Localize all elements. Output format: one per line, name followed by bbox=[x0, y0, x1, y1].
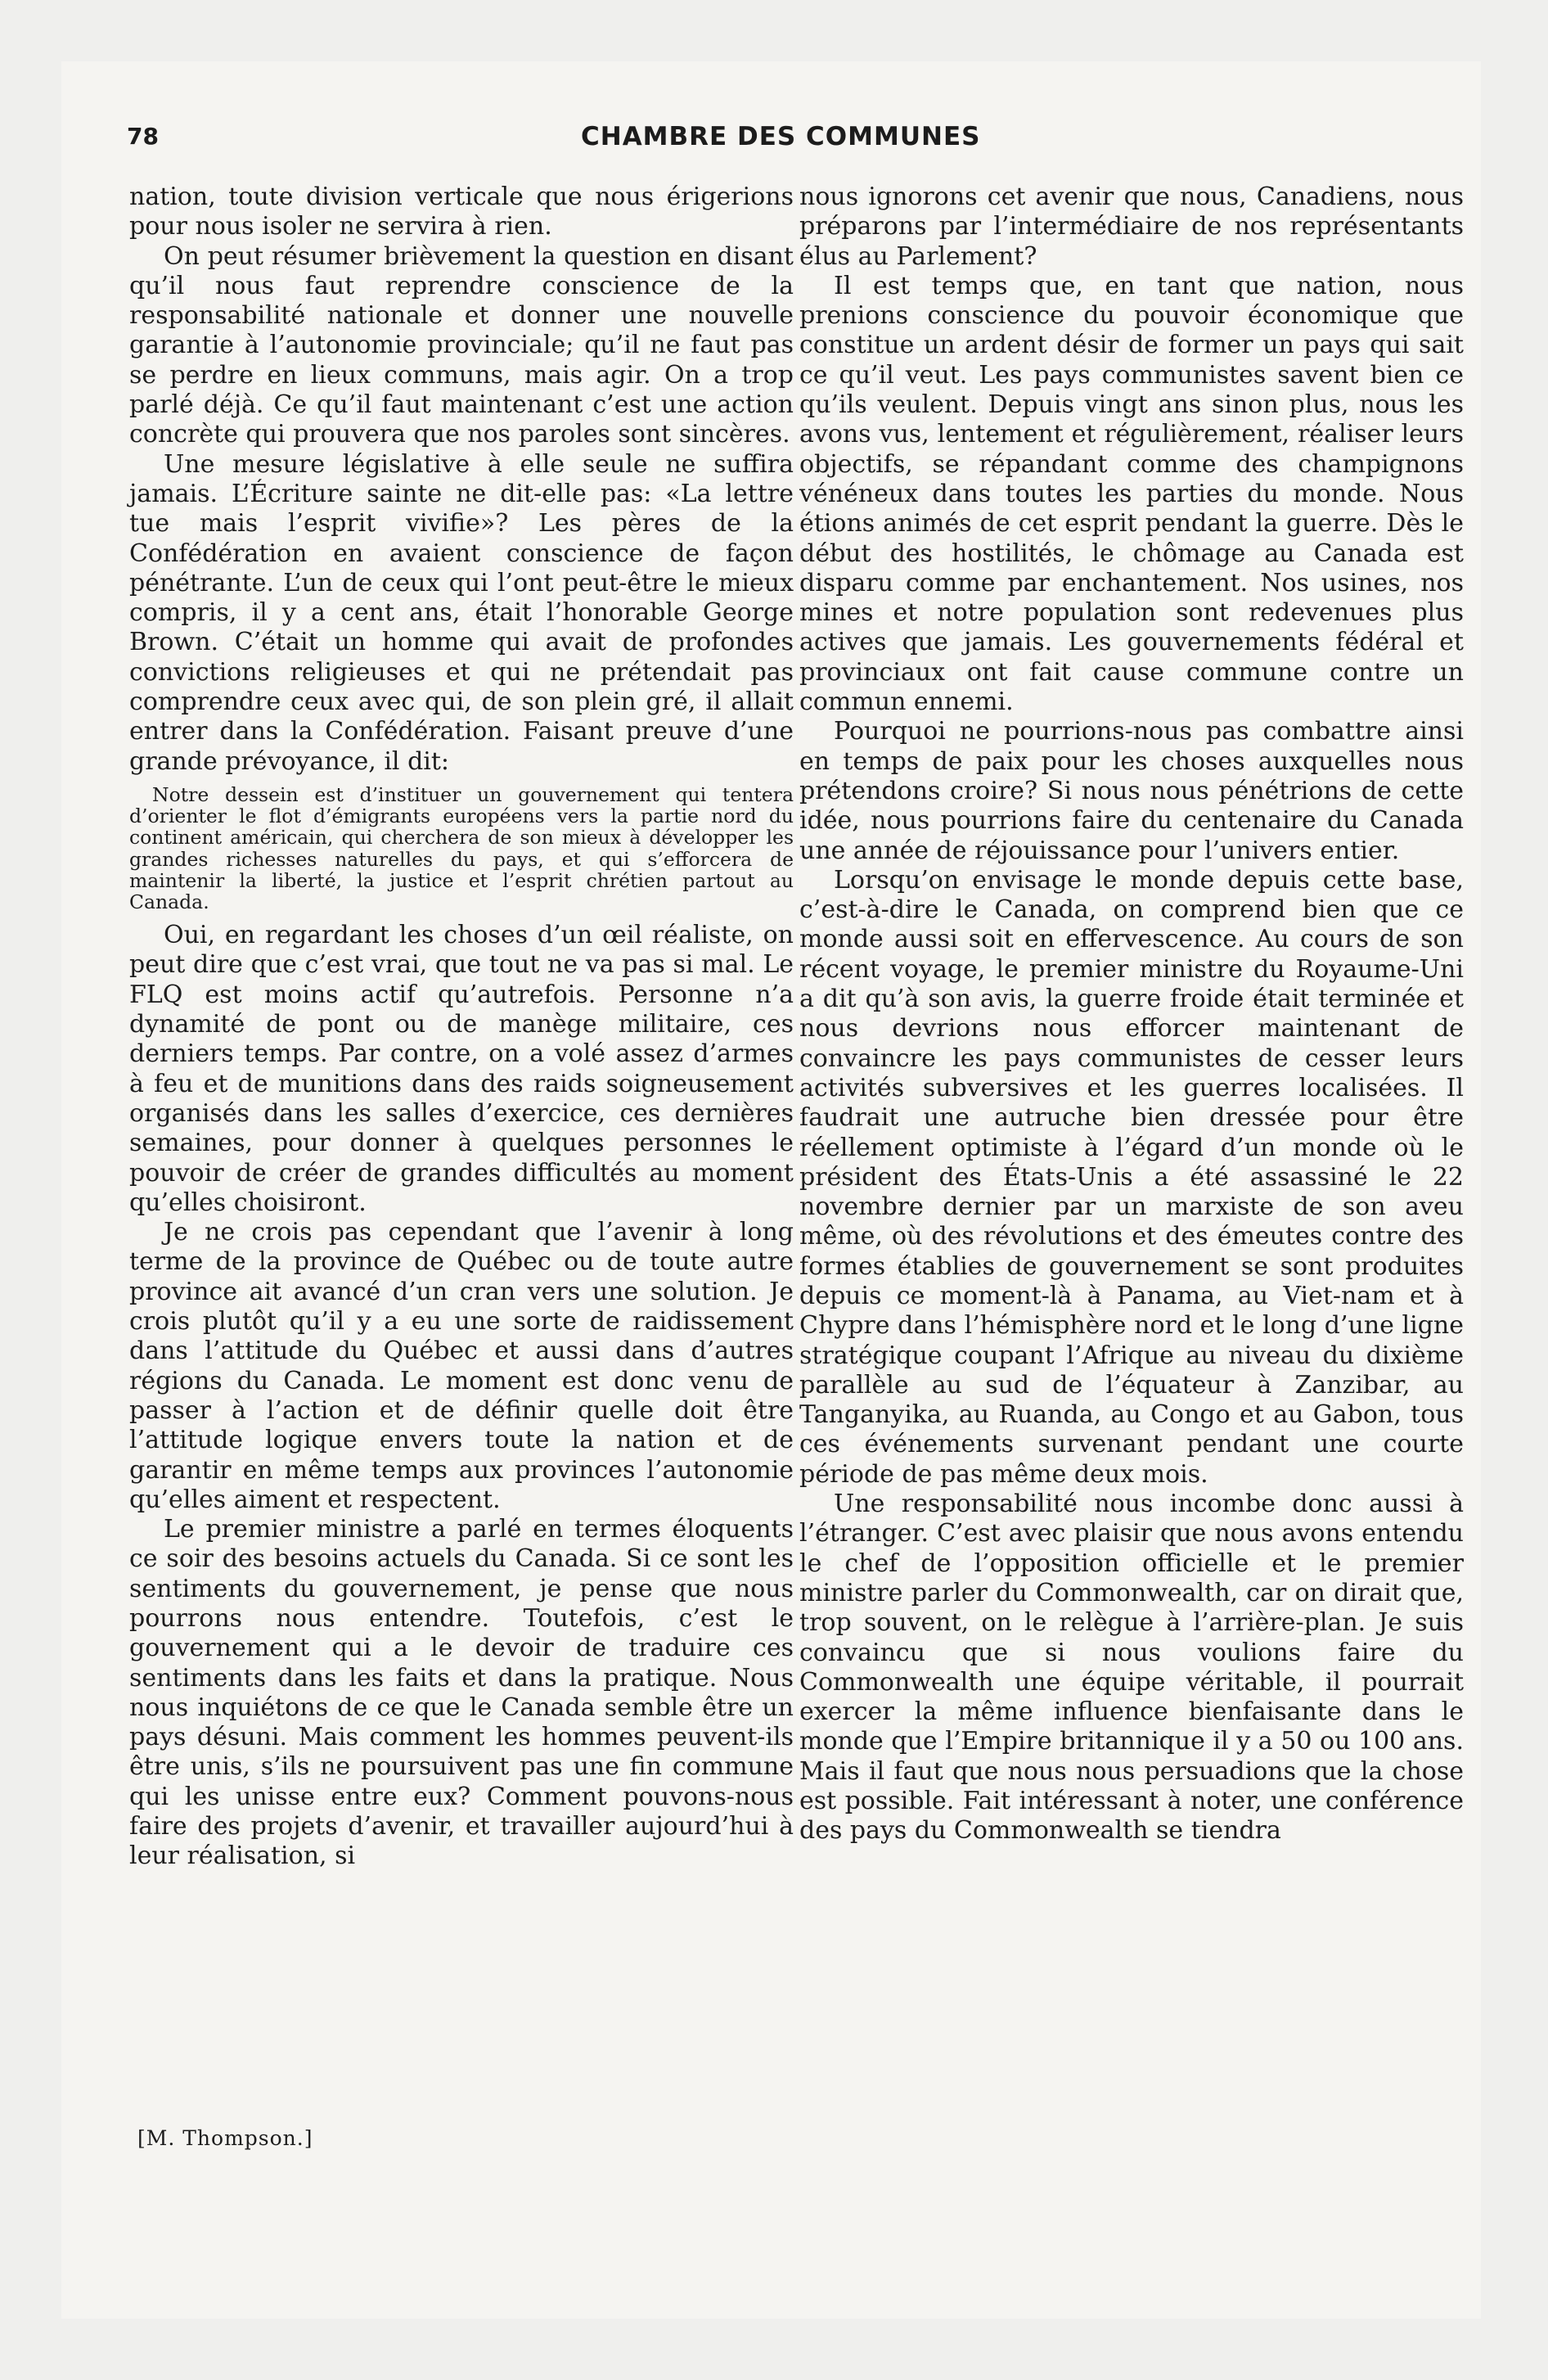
paragraph: nation, toute division verticale que nous érigerions pour nous isoler ne servira à rien. bbox=[129, 183, 794, 241]
block-quote: Notre dessein est d’instituer un gouvernement qui tentera d’orienter le flot d’émigrants européens vers la partie nord du continent américain, qui cherchera de son mieux à développer les grandes richesses naturelles du pays, et qui s’efforcera de maintenir la liberté, la justice et l’esprit chrétien partout au Canada. bbox=[129, 782, 794, 913]
page-number: 78 bbox=[127, 123, 159, 150]
page-header bbox=[127, 116, 1473, 157]
paragraph: Une mesure législative à elle seule ne suffira jamais. L’Écriture sainte ne dit-elle pas: «La lettre tue mais l’esprit vivifie»? Les pères de la Confédération en avaient conscience de façon pénétrante. L’un de ceux qui l’ont peut-être le mieux compris, il y a cent ans, était l’honorable George Brown. C’était un homme qui avait de profondes convictions religieuses et qui ne prétendait pas comprendre ceux avec qui, de son plein gré, il allait entrer dans la Confédération. Faisant preuve d’une grande prévoyance, il dit: bbox=[129, 449, 794, 776]
speaker-attribution: [M. Thompson.] bbox=[137, 2126, 313, 2150]
right-column bbox=[799, 183, 1464, 1846]
paragraph: On peut résumer brièvement la question en disant qu’il nous faut reprendre conscience de la responsabilité nationale et donner une nouvelle garantie à l’autonomie provinciale; qu’il ne faut pas se perdre en lieux communs, mais agir. On a trop parlé déjà. Ce qu’il faut maintenant c’est une action concrète qui prouvera que nos paroles sont sincères. bbox=[129, 241, 794, 449]
paragraph: Lorsqu’on envisage le monde depuis cette base, c’est-à-dire le Canada, on comprend bien que ce monde aussi soit en effervescence. Au cours de son récent voyage, le premier ministre du Royaume-Uni a dit qu’à son avis, la guerre froide était terminée et nous devrions nous efforcer maintenant de convaincre les pays communistes de cesser leurs activités subversives et les guerres localisées. Il faudrait une autruche bien dressée pour être réellement optimiste à l’égard d’un monde où le président des États-Unis a été assassiné le 22 novembre dernier par un marxiste de son aveu même, où des révolutions et des émeutes contre des formes établies de gouvernement se sont produites depuis ce moment-là à Panama, au Viet-nam et à Chypre dans l’hémisphère nord et le long d’une ligne stratégique coupant l’Afrique au niveau du dixième parallèle au sud de l’équateur à Zanzibar, au Tanganyika, au Ruanda, au Congo et au Gabon, tous ces événements survenant pendant une courte période de pas même deux mois. bbox=[799, 865, 1464, 1489]
left-column bbox=[129, 183, 794, 1872]
paragraph: Je ne crois pas cependant que l’avenir à long terme de la province de Québec ou de toute autre province ait avancé d’un cran vers une solution. Je crois plutôt qu’il y a eu une sorte de raidissement dans l’attitude du Québec et aussi dans d’autres régions du Canada. Le moment est donc venu de passer à l’action et de définir quelle doit être l’attitude logique envers toute la nation et de garantir en même temps aux provinces l’autonomie qu’elles aiment et respectent. bbox=[129, 1218, 794, 1514]
paragraph: Le premier ministre a parlé en termes éloquents ce soir des besoins actuels du Canada. Si ce sont les sentiments du gouvernement, je pense que nous pourrons nous entendre. Toutefois, c’est le gouvernement qui a le devoir de traduire ces sentiments dans les faits et dans la pratique. Nous nous inquiétons de ce que le Canada semble être un pays désuni. Mais comment les hommes peuvent-ils être unis, s’ils ne poursuivent pas une fin commune qui les unisse entre eux? Comment pouvons-nous faire des projets d’avenir, et travailler aujourd’hui à leur réalisation, si bbox=[129, 1515, 794, 1871]
paragraph: Il est temps que, en tant que nation, nous prenions conscience du pouvoir économique que constitue un ardent désir de former un pays qui sait ce qu’il veut. Les pays communistes savent bien ce qu’ils veulent. Depuis vingt ans sinon plus, nous les avons vus, lentement et régulièrement, réaliser leurs objectifs, se répandant comme des champignons vénéneux dans toutes les parties du monde. Nous étions animés de cet esprit pendant la guerre. Dès le début des hostilités, le chômage au Canada est disparu comme par enchantement. Nos usines, nos mines et notre population sont redevenues plus actives que jamais. Les gouvernements fédéral et provinciaux ont fait cause commune contre un commun ennemi. bbox=[799, 271, 1464, 717]
paragraph: Pourquoi ne pourrions-nous pas combattre ainsi en temps de paix pour les choses auxquelles nous prétendons croire? Si nous nous pénétrions de cette idée, nous pourrions faire du centenaire du Canada une année de réjouissance pour l’univers entier. bbox=[799, 717, 1464, 865]
paragraph: Une responsabilité nous incombe donc aussi à l’étranger. C’est avec plaisir que nous avons entendu le chef de l’opposition officielle et le premier ministre parler du Commonwealth, car on dirait que, trop souvent, on le relègue à l’arrière-plan. Je suis convaincu que si nous voulions faire du Commonwealth une équipe véritable, il pourrait exercer la même influence bienfaisante dans le monde que l’Empire britannique il y a 50 ou 100 ans. Mais il faut que nous nous persuadions que la chose est possible. Fait intéressant à noter, une conférence des pays du Commonwealth se tiendra bbox=[799, 1490, 1464, 1846]
paragraph: nous ignorons cet avenir que nous, Canadiens, nous préparons par l’intermédiaire de nos représentants élus au Parlement? bbox=[799, 183, 1464, 271]
running-title: CHAMBRE DES COMMUNES bbox=[581, 122, 981, 151]
paragraph: Oui, en regardant les choses d’un œil réaliste, on peut dire que c’est vrai, que tout ne va pas si mal. Le FLQ est moins actif qu’autrefois. Personne n’a dynamité de pont ou de manège militaire, ces derniers temps. Par contre, on a volé assez d’armes à feu et de munitions dans des raids soigneusement organisés dans les salles d’exercice, ces dernières semaines, pour donner à quelques personnes le pouvoir de créer de grandes difficultés au moment qu’elles choisiront. bbox=[129, 921, 794, 1217]
